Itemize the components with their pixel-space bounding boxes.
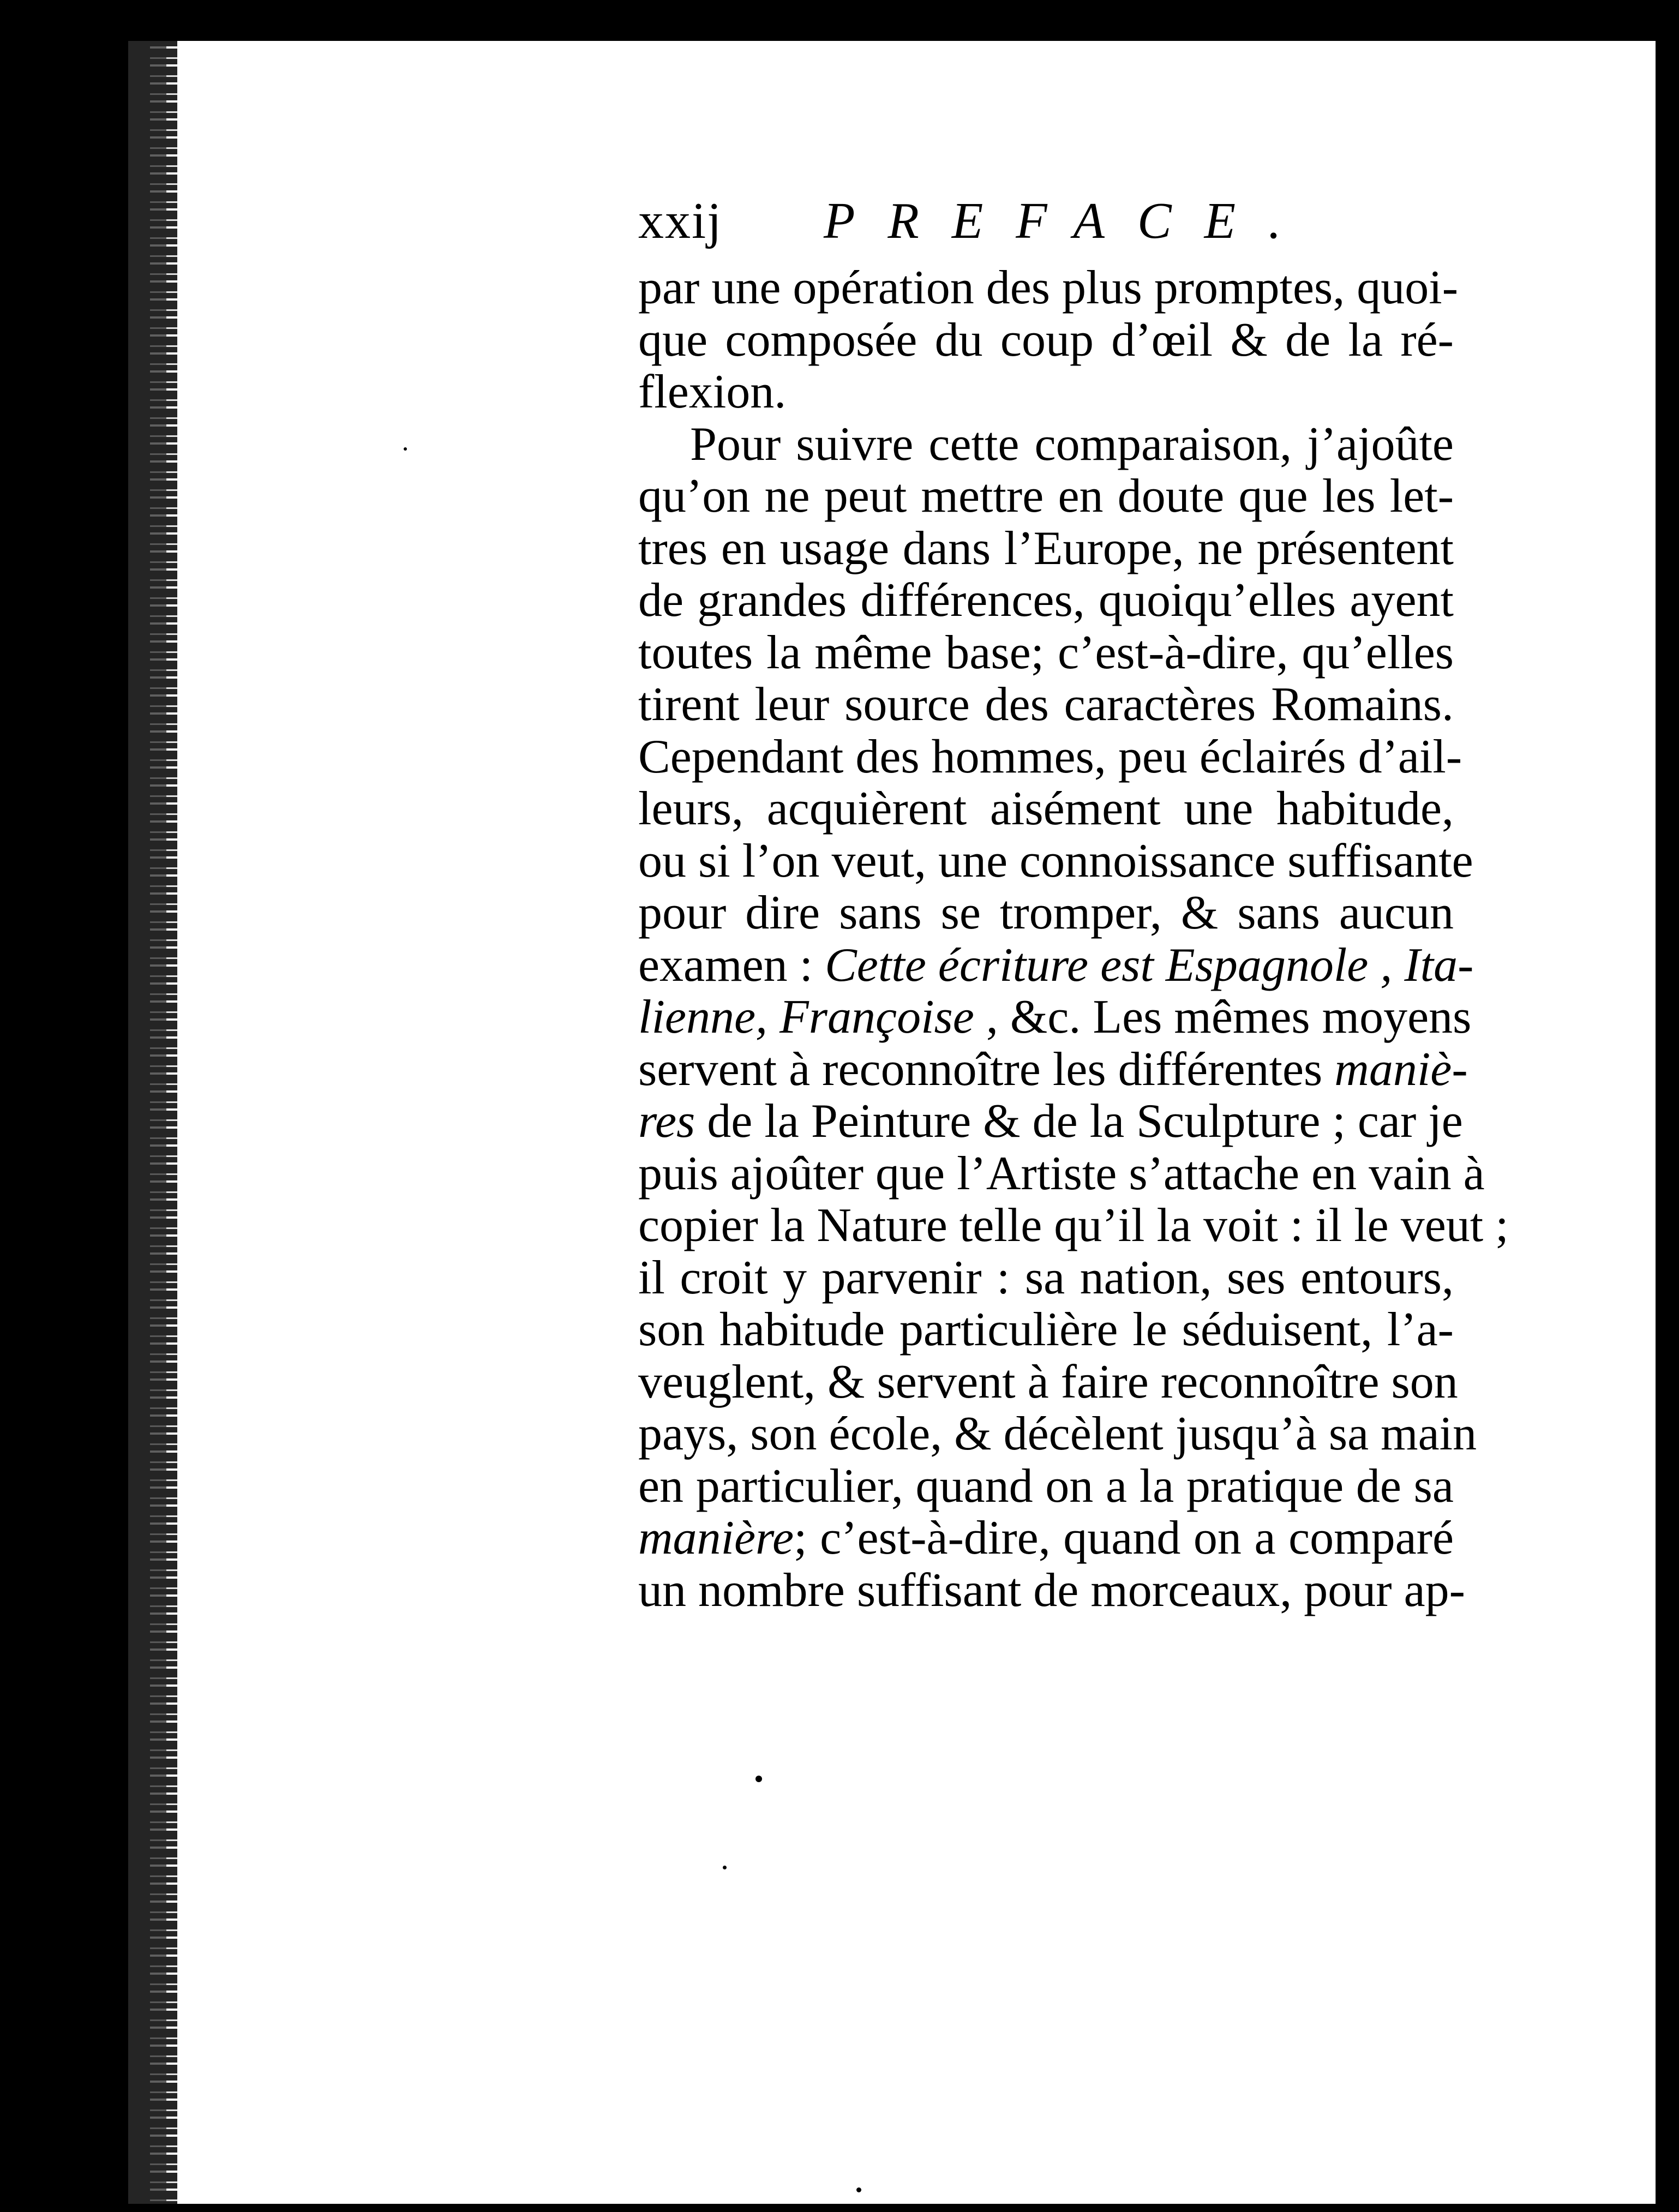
text-column	[638, 180, 1509, 1617]
text-line: servent à reconnoître les différentes maniè-	[638, 1042, 1468, 1096]
italic-text: lienne, Françoise	[638, 991, 974, 1044]
text-line: un nombre suffisant de morceaux, pour ap-	[638, 1563, 1465, 1617]
italic-text: manière	[638, 1512, 794, 1564]
text-line: tres en usage dans l’Europe, ne présentent	[638, 521, 1454, 575]
binding-edge	[128, 41, 177, 2204]
text-line: tirent leur source des caractères Romains.	[638, 678, 1454, 731]
italic-text: res	[638, 1095, 695, 1148]
text-line: pays, son école, & décèlent jusqu’à sa main	[638, 1407, 1477, 1460]
text-line: son habitude particulière le séduisent, l’a-	[638, 1303, 1454, 1356]
text-line: ou si l’on veut, une connoissance suffisante	[638, 834, 1473, 888]
ink-speck	[723, 1866, 727, 1869]
text-line: leurs, acquièrent aisément une habitude,	[638, 782, 1454, 835]
text-line: toutes la même base; c’est-à-dire, qu’elles	[638, 626, 1454, 679]
ink-speck	[856, 2187, 861, 2192]
book-page	[128, 41, 1656, 2204]
text-line: veuglent, & servent à faire reconnoître son	[638, 1355, 1458, 1408]
text-line: lienne, Françoise , &c. Les mêmes moyens	[638, 991, 1472, 1044]
italic-text: maniè-	[1334, 1042, 1468, 1096]
paragraph-first-line: Pour suivre cette comparaison, j’ajoûte	[690, 417, 1454, 471]
text-line: Cependant des hommes, peu éclairés d’ail-	[638, 730, 1462, 783]
italic-text: Cette écriture est Espagnole , Ita-	[825, 938, 1474, 992]
text-line: res de la Peinture & de la Sculpture ; car je	[638, 1095, 1463, 1148]
text-line: puis ajoûter que l’Artiste s’attache en vain à	[638, 1147, 1485, 1200]
text-line: de grandes différences, quoiqu’elles ayent	[638, 574, 1454, 627]
text-line: il croit y parvenir : sa nation, ses entours,	[638, 1251, 1454, 1304]
running-head	[638, 180, 1454, 262]
ink-speck	[755, 1776, 762, 1782]
text-line: que composée du coup d’œil & de la ré-	[638, 313, 1454, 367]
page-number: xxij	[638, 193, 723, 249]
text-line: en particulier, quand on a la pratique de sa	[638, 1459, 1454, 1513]
text-line: flexion.	[638, 365, 787, 418]
text-line: par une opération des plus promptes, quoi-	[638, 261, 1459, 314]
text-line: copier la Nature telle qu’il la voit : il le veut ;	[638, 1199, 1509, 1252]
ink-speck	[404, 447, 407, 451]
text-line: examen : Cette écriture est Espagnole , Ita-	[638, 938, 1474, 992]
body-text	[638, 261, 1509, 1617]
text-line: qu’on ne peut mettre en doute que les let-	[638, 470, 1454, 523]
text-line: manière; c’est-à-dire, quand on a comparé	[638, 1512, 1454, 1564]
text-line: pour dire sans se tromper, & sans aucun	[638, 886, 1454, 939]
page-heading: PREFACE.	[824, 193, 1314, 249]
